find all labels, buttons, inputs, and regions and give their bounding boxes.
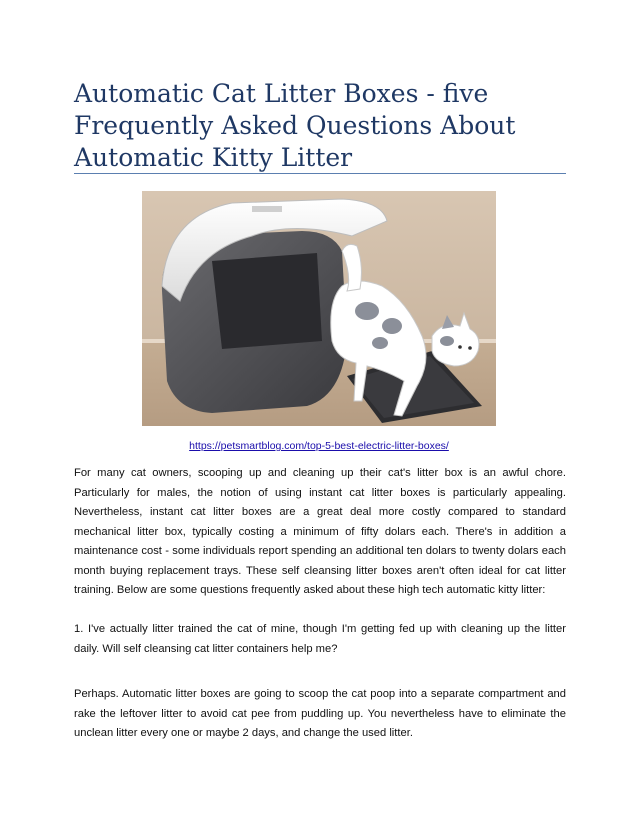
page-title: Automatic Cat Litter Boxes - five Frequently Asked Questions About Automatic Kitty Litter [74, 79, 516, 172]
image-source-link[interactable]: https://petsmartblog.com/top-5-best-electric-litter-boxes/ [189, 440, 449, 452]
title-underline [74, 173, 566, 174]
answer-1-paragraph: Perhaps. Automatic litter boxes are going to scoop the cat poop into a separate compartment and rake the leftover litter to avoid cat pee from puddling up. You nevertheless have to eliminate the unclean litter every one or maybe 2 days, and change the used litter. [74, 688, 566, 739]
question-1-paragraph: 1. I've actually litter trained the cat of mine, though I'm getting fed up with cleaning up the litter daily. Will self cleansing cat litter containers help me? [74, 623, 566, 655]
litter-box-photo [142, 191, 496, 426]
intro-paragraph: For many cat owners, scooping up and cleaning up their cat's litter box is an awful chore. Particularly for males, the notion of using instant cat litter boxes is particularly appealing. Nevertheless, instant cat litter boxes are a great deal more costly compared to standard mechanical litter box, typically costing a minimum of fifty dolars each. There's in addition a maintenance cost - some individuals report spending an additional ten dolars to twenty dolars each month buying replacement trays. These self cleansing litter boxes aren't often ideal for cat litter training. Below are some questions frequently asked about these high tech automatic kitty litter: [74, 467, 566, 596]
